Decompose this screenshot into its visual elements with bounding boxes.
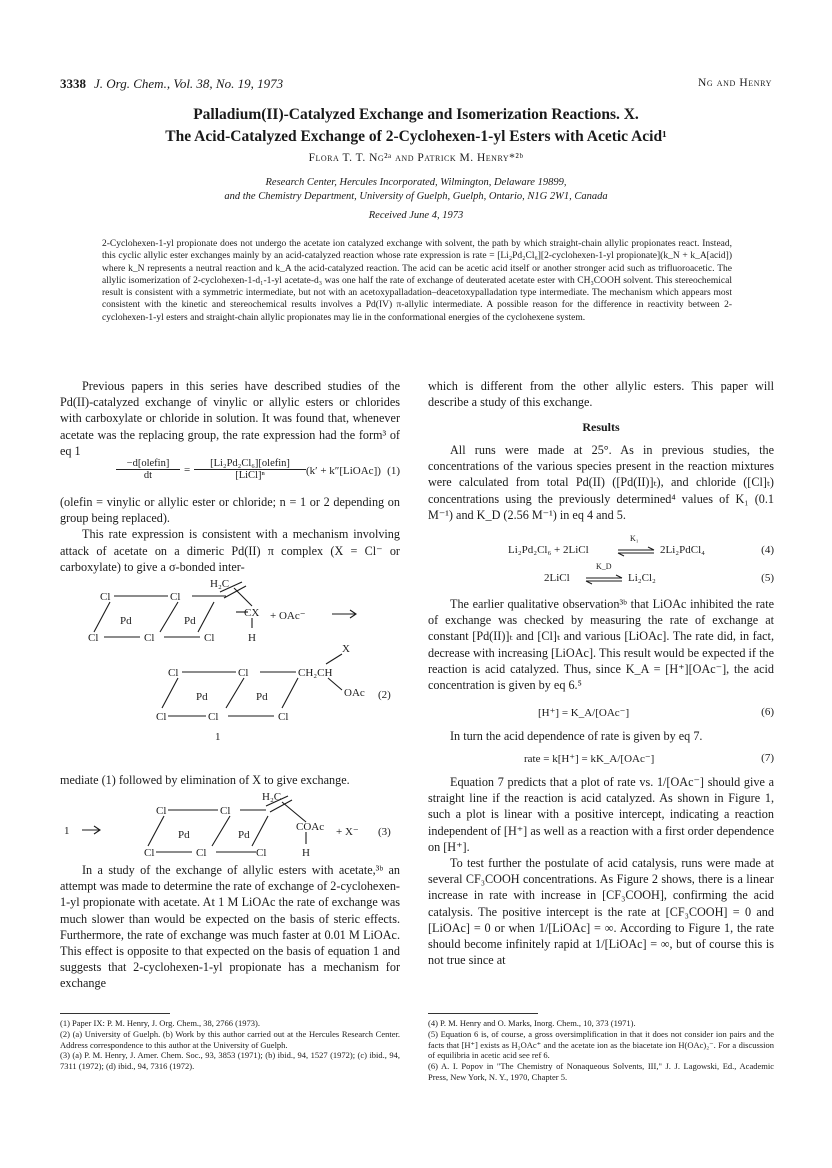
cl-label-11: Cl (156, 805, 167, 817)
eq5-rhs: Li₂Cl₂ (628, 572, 656, 584)
eq1-number: (1) (387, 465, 400, 477)
article-title-line-2: The Acid-Catalyzed Exchange of 2-Cyclohexen-1-yl Esters with Acetic Acid¹ (165, 128, 667, 145)
cl-label-15: Cl (256, 847, 267, 859)
cl-label-8: Cl (156, 711, 167, 723)
journal-citation: J. Org. Chem., Vol. 38, No. 19, 1973 (94, 76, 284, 91)
intro-paragraph: Previous papers in this series have described studies of the Pd(II)-catalyzed exchange of vinylic or allylic esters or chlorides with carboxylate or chloride in solution. It was found that, whenever acetate was the replacing group, the rate expression had the form³ of eq 1 (60, 379, 400, 458)
h2c-label-1: H₂C (210, 578, 230, 590)
eq3-number: (3) (378, 826, 391, 838)
mechanism-paragraph: This rate expression is consistent with a mechanism involving attack of acetate on a dimeric Pd(II) π complex (X = Cl⁻ or carboxylate) to give a σ-bonded inter- (60, 527, 400, 574)
h-label-2: H (302, 847, 310, 859)
cx-label: CX (244, 607, 260, 619)
author-list: Flora T. T. Ng²ᵃ and Patrick M. Henry*²ᵇ (308, 152, 524, 164)
footnote-5: (5) Equation 6 is, of course, a gross oversimplification in that it does not consider ion pairs and the facts that [H⁺] exists as H₂OAc⁺ and the acetate ion as the biacetate ion H(OAc)₂⁻. For a discussion of equilibria in acetic acid see ref 6. (428, 1028, 774, 1061)
cl-label-13: Cl (144, 847, 155, 859)
equation-4 (428, 534, 774, 560)
eq5-equilibrium-arrow (584, 570, 624, 586)
reaction-scheme-2 (60, 574, 400, 774)
cl-label-1: Cl (100, 591, 111, 603)
eq1-rhs-numerator: [Li₂Pd₂Cl₆][olefin] (210, 458, 290, 469)
affiliation-line-2: and the Chemistry Department, University of Guelph, Guelph, Ontario, N1G 2W1, Canada (224, 191, 608, 202)
left-paragraph-2 (60, 494, 400, 575)
right-paragraph-5 (428, 774, 774, 968)
plus-acetate-label: + OAc⁻ (270, 610, 306, 622)
left-paragraph-1 (60, 378, 400, 459)
eq4-number: (4) (761, 544, 774, 556)
eq2-number: (2) (378, 689, 391, 701)
x-label: X (342, 643, 350, 655)
right-paragraph-2 (428, 442, 774, 523)
pd-label-3: Pd (196, 691, 208, 703)
definition-paragraph: (olefin = vinylic or allylic ester or chloride; n = 1 or 2 depending on group being replaced). (60, 495, 400, 526)
abstract: 2-Cyclohexen-1-yl propionate does not undergo the acetate ion catalyzed exchange with solvent, the path by which straight-chain allylic propionates react. Instead, this cyclic allylic ester exchanges mainly by an acid-catalyzed reaction whose rate expression is rate = [Li₂Pd₂Cl₆][2-cyclohexen-1-yl propionate](k_N + k_A[acid]) where k_N represents a neutral reaction and k_A the acid-catalyzed reaction. The acid can be acetic acid itself or another stronger acid such as trifluoroacetic. The allylic isomerization of 2-cyclohexen-1-d₁-1-yl acetate-d₃ was one half the rate of exchange of deuterated acetate ester with CH₃COOH solvent. This stereochemical result is consistent with a symmetric intermediate, but not with an acetoxypalladation–deacetoxypalladation type intermediate. The mechanism which appears most consistent with the kinetic and stereochemical results involves a Pd(IV) π-allylic intermediate. A possible reason for the difference in reactivity between 2-cyclohexen-1-yl esters and straight-chain allylic propionates may lie in the conformational energies of the cyclohexene system. (102, 239, 732, 323)
eq6-body: [H⁺] = K_A/[OAc⁻] (538, 707, 630, 719)
footnote-4: (4) P. M. Henry and O. Marks, Inorg. Chem., 10, 373 (1971). (428, 1018, 636, 1028)
compound-1-label: 1 (215, 731, 221, 743)
eq4-lhs: Li₂Pd₂Cl₆ + 2LiCl (508, 544, 589, 556)
acid-dependence-paragraph: In turn the acid dependence of rate is given by eq 7. (450, 729, 703, 743)
pd-label-2: Pd (184, 615, 196, 627)
elimination-paragraph: mediate (1) followed by elimination of X to give exchange. (60, 773, 350, 787)
running-head-authors: Ng and Henry (697, 77, 772, 89)
eq1-equals: = (184, 464, 191, 476)
coac-label: COAc (296, 821, 325, 833)
pd-label-4: Pd (256, 691, 268, 703)
eq7-number: (7) (761, 752, 774, 764)
right-paragraph-3 (428, 596, 774, 693)
eq7-body: rate = k[H⁺] = kK_A/[OAc⁻] (524, 753, 655, 765)
footnote-3: (3) (a) P. M. Henry, J. Amer. Chem. Soc., 93, 3853 (1971); (b) ibid., 94, 1527 (1972); (c) ibid., 94, 7311 (1972); (d) ibid., 94, 7316 (1972). (60, 1050, 400, 1072)
page-number: 3338 (60, 76, 86, 91)
eq4-equilibrium-arrow (616, 542, 656, 558)
footnote-6: (6) A. I. Popov in "The Chemistry of Nonaqueous Solvents, III," J. J. Lagowski, Ed., Academic Press, New York, N. Y., 1970, Chapter 5. (428, 1061, 774, 1082)
left-paragraph-4 (60, 862, 400, 992)
eq5-constant: K_D (596, 562, 612, 571)
received-date: Received June 4, 1973 (368, 210, 464, 221)
plot-paragraph: Equation 7 predicts that a plot of rate vs. 1/[OAc⁻] should give a straight line if the reaction is acid catalyzed. As shown in Figure 1, such a plot is linear with a positive intercept, indicating a reaction independent of [H⁺] as well as a reaction with a first order dependence on [H⁺]. (428, 775, 774, 854)
scheme3-intermediate-label: 1 (64, 825, 70, 837)
h-label-1: H (248, 632, 256, 644)
cl-label-5: Cl (204, 632, 215, 644)
pd-label-1: Pd (120, 615, 132, 627)
cl-label-7: Cl (238, 667, 249, 679)
equation-6 (428, 706, 774, 722)
affiliation-line-1: Research Center, Hercules Incorporated, Wilmington, Delaware 19899, (265, 177, 567, 188)
right-paragraph-1 (428, 378, 774, 410)
ch2ch-label: CH₂CH (298, 667, 333, 679)
cl-label-9: Cl (208, 711, 219, 723)
conditions-paragraph: All runs were made at 25°. As in previous studies, the concentrations of the various species present in the reaction mixtures were calculated from total Pd(II) ([Pd(II)]ₜ), and chloride ([Cl]ₜ) concentrations using the previously determined⁴ values of K₁ (0.1 M⁻¹) and K_D (2.56 M⁻¹) in eq 4 and 5. (428, 443, 774, 522)
footnotes-left (60, 1018, 400, 1072)
results-heading: Results (582, 420, 620, 434)
cf3cooh-paragraph: To test further the postulate of acid catalysis, runs were made at several CF₃COOH concentrations. As Figure 2 shows, there is a linear increase in rate with increase in [CF₃COOH], confirming the acid catalysis. The positive intercept is the rate at [CF₃COOH] = 0 and [LiOAc] = 0 or when 1/[LiOAc] = ∞. According to Figure 1, the rate should become infinitely rapid at 1/[LiOAc] = ∞, but of course this is not true since at (428, 856, 774, 968)
eq1-rhs-denominator: [LiCl]ⁿ (194, 469, 306, 481)
eq4-constant: K₁ (630, 534, 639, 543)
h2c-label-2: H₂C (262, 791, 282, 803)
oac-label: OAc (344, 687, 365, 699)
plus-x-label: + X⁻ (336, 826, 359, 838)
eq5-number: (5) (761, 572, 774, 584)
footnote-2: (2) (a) University of Guelph. (b) Work by this author carried out at the Hercules Research Center. Address correspondence to this author at the University of Guelph. (60, 1028, 400, 1050)
cl-label-10: Cl (278, 711, 289, 723)
eq1-lhs-numerator: −d[olefin] (126, 458, 170, 469)
eq1-rate-constants: (k′ + k″[LiOAc]) (306, 465, 381, 477)
footnote-1: (1) Paper IX: P. M. Henry, J. Org. Chem., 38, 2766 (1973). (60, 1018, 260, 1028)
equation-1 (60, 458, 400, 492)
pd-label-6: Pd (238, 829, 250, 841)
reaction-scheme-3-structure (60, 778, 400, 874)
cl-label-3: Cl (88, 632, 99, 644)
equation-7 (428, 752, 774, 768)
cl-label-4: Cl (144, 632, 155, 644)
eq1-lhs-denominator: dt (116, 469, 180, 481)
cl-label-14: Cl (196, 847, 207, 859)
cyclohexenyl-paragraph: In a study of the exchange of allylic esters with acetate,³ᵇ an attempt was made to determine the rate of exchange of 2-cyclohexen-1-yl propionate with acetate. At 1 M LiOAc the rate of exchange was much slower than would be expected on the basis of steric effects. Furthermore, the rate of exchange was much faster at 0.01 M LiOAc. This effect is opposite to that expected on the basis of equation 1 and suggests that 2-cyclohexen-1-yl propionate has a mechanism for exchange (60, 863, 400, 991)
cl-label-12: Cl (220, 805, 231, 817)
footnote-rule-left (60, 1013, 170, 1014)
cl-label-6: Cl (168, 667, 179, 679)
pd-label-5: Pd (178, 829, 190, 841)
equation-5 (428, 562, 774, 588)
footnotes-right (428, 1018, 774, 1083)
inhibition-paragraph: The earlier qualitative observation³ᵇ that LiOAc inhibited the rate of exchange was checked by measuring the rate of exchange at constant [Pd(II)]ₜ and [Cl]ₜ and various [LiOAc]. The rate did, in fact, decrease with increasing [LiOAc]. This result would be expected if the reaction is acid catalyzed. Thus, since K_A = [H⁺][OAc⁻], the acid concentration is given by eq 6.⁵ (428, 597, 774, 693)
right-paragraph-4 (428, 728, 774, 744)
eq6-number: (6) (761, 706, 774, 718)
continuation-paragraph: which is different from the other allylic esters. This paper will describe a study of this exchange. (428, 379, 774, 410)
cl-label-2: Cl (170, 591, 181, 603)
article-title-line-1: Palladium(II)-Catalyzed Exchange and Isomerization Reactions. X. (193, 106, 639, 123)
eq5-lhs: 2LiCl (544, 572, 570, 584)
eq4-rhs: 2Li₂PdCl₄ (660, 544, 705, 556)
running-header-left (60, 76, 283, 92)
footnote-rule-right (428, 1013, 538, 1014)
